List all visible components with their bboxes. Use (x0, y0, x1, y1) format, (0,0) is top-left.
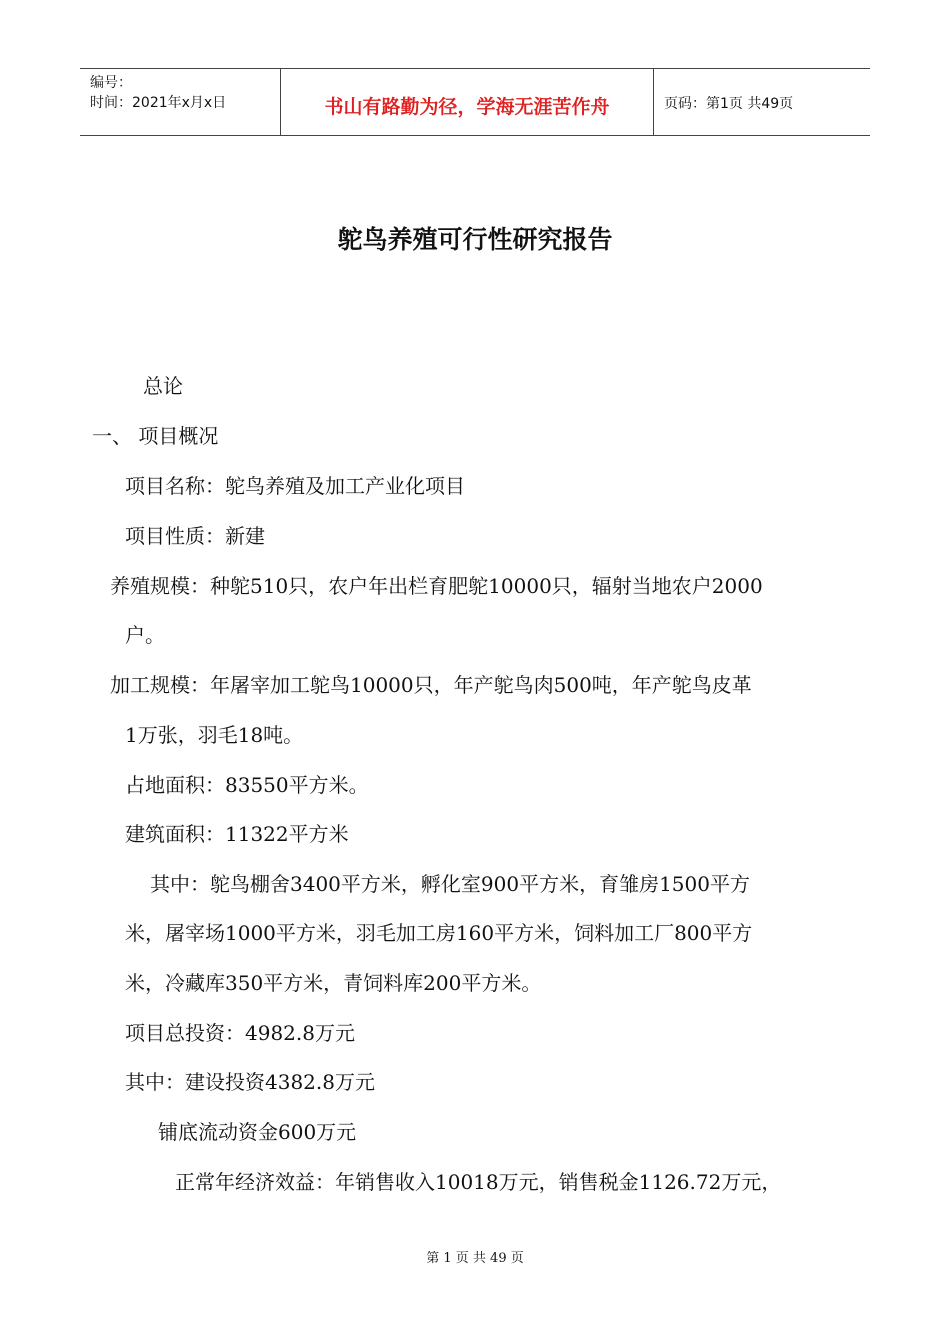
paragraph-line: 铺底流动资金600万元 (158, 1120, 357, 1144)
header-page-info: 页码：第1页 共49页 (664, 96, 794, 112)
header-motto: 书山有路勤为径，学海无涯苦作舟 (281, 69, 654, 135)
paragraph-line: 其中：鸵鸟棚舍3400平方米，孵化室900平方米，育雏房1500平方 (150, 872, 750, 896)
paragraph-line: 其中：建设投资4382.8万元 (125, 1070, 375, 1094)
paragraph-line: 1万张，羽毛18吨。 (125, 723, 304, 747)
paragraph-line: 项目名称：鸵鸟养殖及加工产业化项目 (125, 474, 465, 498)
document-title: 鸵鸟养殖可行性研究报告 (337, 225, 613, 254)
paragraph-line: 项目性质：新建 (125, 524, 265, 548)
paragraph-line: 项目总投资：4982.8万元 (125, 1021, 355, 1045)
paragraph-line: 户。 (125, 623, 165, 647)
paragraph-line: 加工规模：年屠宰加工鸵鸟10000只，年产鸵鸟肉500吨，年产鸵鸟皮革 (110, 673, 752, 697)
paragraph-line: 米，冷藏库350平方米，青饲料库200平方米。 (125, 971, 542, 995)
header-meta-cell (80, 69, 281, 135)
paragraph-line: 建筑面积：11322平方米 (125, 822, 349, 846)
paragraph-line: 正常年经济效益：年销售收入10018万元，销售税金1126.72万元， (175, 1170, 782, 1194)
document-time-label: 时间：2021年x月x日 (90, 95, 227, 111)
page-header (80, 68, 870, 136)
paragraph-line: 米，屠宰场1000平方米，羽毛加工房160平方米，饲料加工厂800平方 (125, 921, 753, 945)
paragraph-line: 占地面积：83550平方米。 (125, 773, 369, 797)
section-heading: 总论 (143, 374, 183, 398)
document-number-label: 编号： (90, 75, 132, 91)
page-footer: 第 1 页 共 49 页 (426, 1251, 524, 1266)
subsection-heading: 一、 项目概况 (92, 424, 219, 448)
paragraph-line: 养殖规模：种鸵510只，农户年出栏育肥鸵10000只，辐射当地农户2000 (110, 574, 763, 598)
